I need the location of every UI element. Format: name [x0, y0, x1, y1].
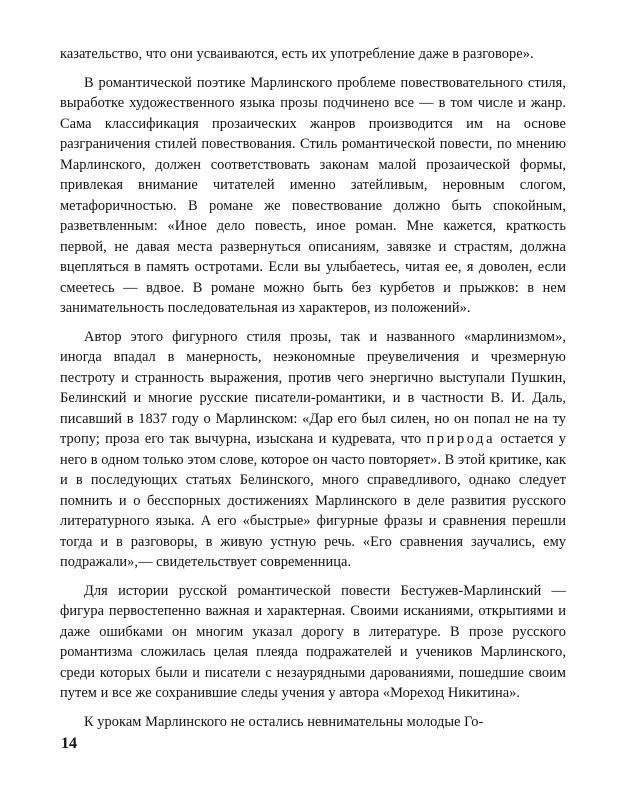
paragraph-continuation: казательство, что они усваиваются, есть их употребление даже в разговоре». — [60, 46, 534, 62]
page-number: 14 — [61, 735, 77, 752]
paragraph-marlinism-text-before: Автор этого фигурного стиля прозы, так и названного «марлинизмом», иногда впадал в манерность, неэкономные преувеличения и чрезмерную пестроту и странность выражения, против чего энергично выступали Пушкин, Белинский и многие русские писатели-романтики, и в частности В. И. Даль, писавший в 1837 году о Марлинском: «Дар его был силен, но он попал не на ту тропу; проза его так вычурна, изыскана и кудревата, что — [60, 328, 566, 447]
paragraph-lessons: К урокам Марлинского не остались невнимательны молодые Го- — [84, 713, 484, 730]
paragraph-history: Для истории русской романтической повести Бестужев-Марлинский — фигура первостепенно важная и характерная. Своими исканиями, открытиями и даже ошибками он многим указал дорогу в литературе. В прозе русского романтизма сложилась целая плеяда подражателей и учеников Марлинского, среди которых были и писатели с незаурядными дарованиями, пошедшие своим путем и все же сохранившие следы учения у автора «Мореход Никитина». — [60, 582, 566, 701]
paragraph-marlinism — [60, 327, 566, 573]
spaced-emphasis-word: природа — [426, 431, 496, 447]
paragraph-stylistics: В романтической поэтике Марлинского проблеме повествовательного стиля, выработке художественного языка прозы подчинено все — в том числе и жанр. Сама классификация прозаических жанров производится им на основе разграничения стилей повествования. Стиль романтической повести, по мнению Марлинского, должен соответствовать законам малой прозаической формы, привлекая внимание читателей именно затейливым, неровным слогом, метафоричностью. В романе же повествование должно быть спокойным, разветвленным: «Иное дело повесть, иное роман. Мне кажется, краткость первой, не давая места развернуться описаниям, завязке и страстям, должна вцепляться в память остротами. Если вы улыбаетесь, читая ее, я доволен, если смеетесь — вдвое. В романе можно быть без курбетов и прыжков: в нем занимательность последовательная из характеров, из положений». — [60, 74, 566, 316]
paragraph-marlinism-text-after: остается у него в одном только этом слове, которое он часто повторяет». В этой критике, как и в последующих статьях Белинского, много справедливого, однако следует помнить и о бесспорных достижениях Марлинского в деле развития русского литературного языка. А его «быстрые» фигурные фразы и сравнения перешли тогда и в разговоры, в живую устную речь. «Его сравнения заучались, ему подражали»,— свидетельствует современница. — [60, 431, 566, 570]
page-body — [60, 44, 566, 764]
